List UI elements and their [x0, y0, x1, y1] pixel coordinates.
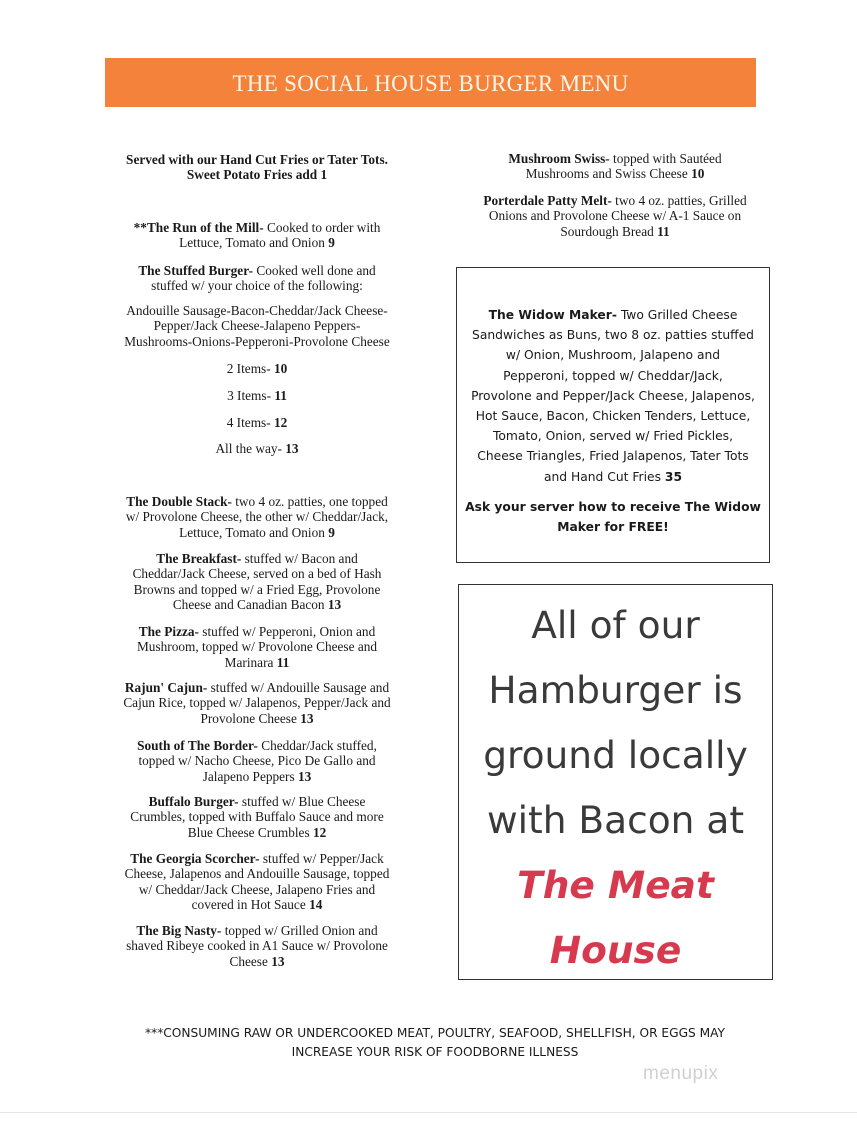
- item-name: Porterdale Patty Melt-: [483, 193, 612, 208]
- item-name: Buffalo Burger-: [148, 794, 239, 809]
- item-price: 13: [271, 953, 285, 969]
- item-price: 13: [300, 710, 314, 726]
- intro-line1: Served with our Hand Cut Fries or Tater Tots.: [126, 152, 388, 167]
- menu-item: The Double Stack- two 4 oz. patties, one topped w/ Provolone Cheese, the other w/ Cheddar/Jack, Lettuce, Tomato and Onion 9: [125, 494, 389, 540]
- widow-maker-box: [456, 267, 770, 563]
- stuffing-options: Andouille Sausage-Bacon-Cheddar/Jack Cheese- Pepper/Jack Cheese-Jalapeno Peppers- Mushrooms-Onions-Pepperoni-Provolone Cheese: [124, 303, 390, 349]
- menu-item: Mushroom Swiss- topped with Sautéed Mushrooms and Swiss Cheese 10: [508, 151, 722, 182]
- menu-item: The Georgia Scorcher- stuffed w/ Pepper/Jack Cheese, Jalapenos and Andouille Sausage, topped w/ Cheddar/Jack Cheese, Jalapeno Fries and covered in Hot Sauce 14: [124, 851, 390, 913]
- menu-item: Buffalo Burger- stuffed w/ Blue Cheese Crumbles, topped with Buffalo Sauce and more Blue Cheese Crumbles 12: [130, 794, 384, 840]
- item-price: 9: [328, 524, 335, 540]
- item-name: The Double Stack-: [126, 494, 232, 509]
- widow-maker-promo: Ask your server how to receive The Widow Maker for FREE!: [465, 499, 761, 535]
- tier-price: 4 Items- 12: [226, 415, 288, 430]
- item-name: **The Run of the Mill-: [133, 220, 264, 235]
- menu-title: THE SOCIAL HOUSE BURGER MENU: [232, 71, 629, 96]
- menu-item: The Pizza- stuffed w/ Pepperoni, Onion and Mushroom, topped w/ Provolone Cheese and Marinara 11: [136, 624, 378, 670]
- item-price: 14: [309, 897, 323, 913]
- menu-item: **The Run of the Mill- Cooked to order with Lettuce, Tomato and Onion 9: [133, 220, 381, 251]
- item-name: The Big Nasty-: [136, 923, 222, 938]
- page-edge-divider: [0, 1112, 857, 1113]
- item-price: 13: [327, 597, 342, 613]
- item-price: 12: [312, 824, 327, 840]
- menu-item: The Stuffed Burger- Cooked well done and stuffed w/ your choice of the following:: [138, 263, 376, 294]
- menu-item: Rajun' Cajun- stuffed w/ Andouille Sausage and Cajun Rice, topped w/ Jalapenos, Pepper/Jack and Provolone Cheese 13: [123, 680, 391, 726]
- item-name: South of The Border-: [137, 738, 258, 753]
- intro-line2: Sweet Potato Fries add 1: [186, 167, 328, 183]
- meat-house-statement: All of our Hamburger is ground locally with Bacon at The Meat House: [483, 603, 748, 972]
- item-name: The Widow Maker-: [488, 308, 617, 322]
- menu-item: The Big Nasty- topped w/ Grilled Onion and shaved Ribeye cooked in A1 Sauce w/ Provolone Cheese 13: [126, 923, 388, 969]
- widow-maker-description: The Widow Maker- Two Grilled Cheese Sandwiches as Buns, two 8 oz. patties stuffed w/ Onion, Mushroom, Jalapeno and Pepperoni, topped w/ Cheddar/Jack, Provolone and Pepper/Jack Cheese, Jalapenos, Hot Sauce, Bacon, Chicken Tenders, Lettuce, Tomato, Onion, served w/ Fried Pickles, Cheese Triangles, Fried Jalapenos, Tater Tots and Hand Cut Fries 35: [471, 308, 755, 484]
- item-name: Mushroom Swiss-: [508, 151, 610, 166]
- item-price: 13: [297, 768, 312, 784]
- item-price: 35: [664, 469, 683, 484]
- item-name: The Stuffed Burger-: [138, 263, 254, 278]
- menu-title-banner: [105, 58, 756, 107]
- menu-item: South of The Border- Cheddar/Jack stuffed, topped w/ Nacho Cheese, Pico De Gallo and Jalapeno Peppers 13: [137, 738, 377, 784]
- item-price: 11: [657, 223, 670, 239]
- tier-price: All the way- 13: [215, 441, 299, 456]
- item-price: 10: [691, 166, 705, 182]
- item-price: 11: [276, 654, 290, 670]
- item-name: The Georgia Scorcher-: [130, 851, 260, 866]
- item-name: The Breakfast-: [156, 551, 242, 566]
- intro-note: [103, 152, 411, 183]
- item-price: 9: [328, 235, 335, 251]
- tier-price: 3 Items- 11: [227, 388, 287, 403]
- item-name: Rajun' Cajun-: [124, 680, 208, 695]
- watermark: menupix: [643, 1063, 719, 1084]
- item-name: The Pizza-: [138, 624, 199, 639]
- meat-house-name: The Meat: [517, 863, 714, 907]
- tier-price: 2 Items- 10: [226, 361, 288, 376]
- menu-item: The Breakfast- stuffed w/ Bacon and Cheddar/Jack Cheese, served on a bed of Hash Browns and topped w/ a Fried Egg, Provolone Cheese and Canadian Bacon 13: [132, 551, 382, 613]
- meat-house-box: [458, 584, 773, 980]
- meat-house-name: House: [549, 928, 682, 972]
- food-safety-warning: ***CONSUMING RAW OR UNDERCOOKED MEAT, POULTRY, SEAFOOD, SHELLFISH, OR EGGS MAY INCREASE YOUR RISK OF FOODBORNE ILLNESS: [145, 1026, 725, 1059]
- menu-item: Porterdale Patty Melt- two 4 oz. patties, Grilled Onions and Provolone Cheese w/ A-1 Sauce on Sourdough Bread 11: [483, 193, 747, 239]
